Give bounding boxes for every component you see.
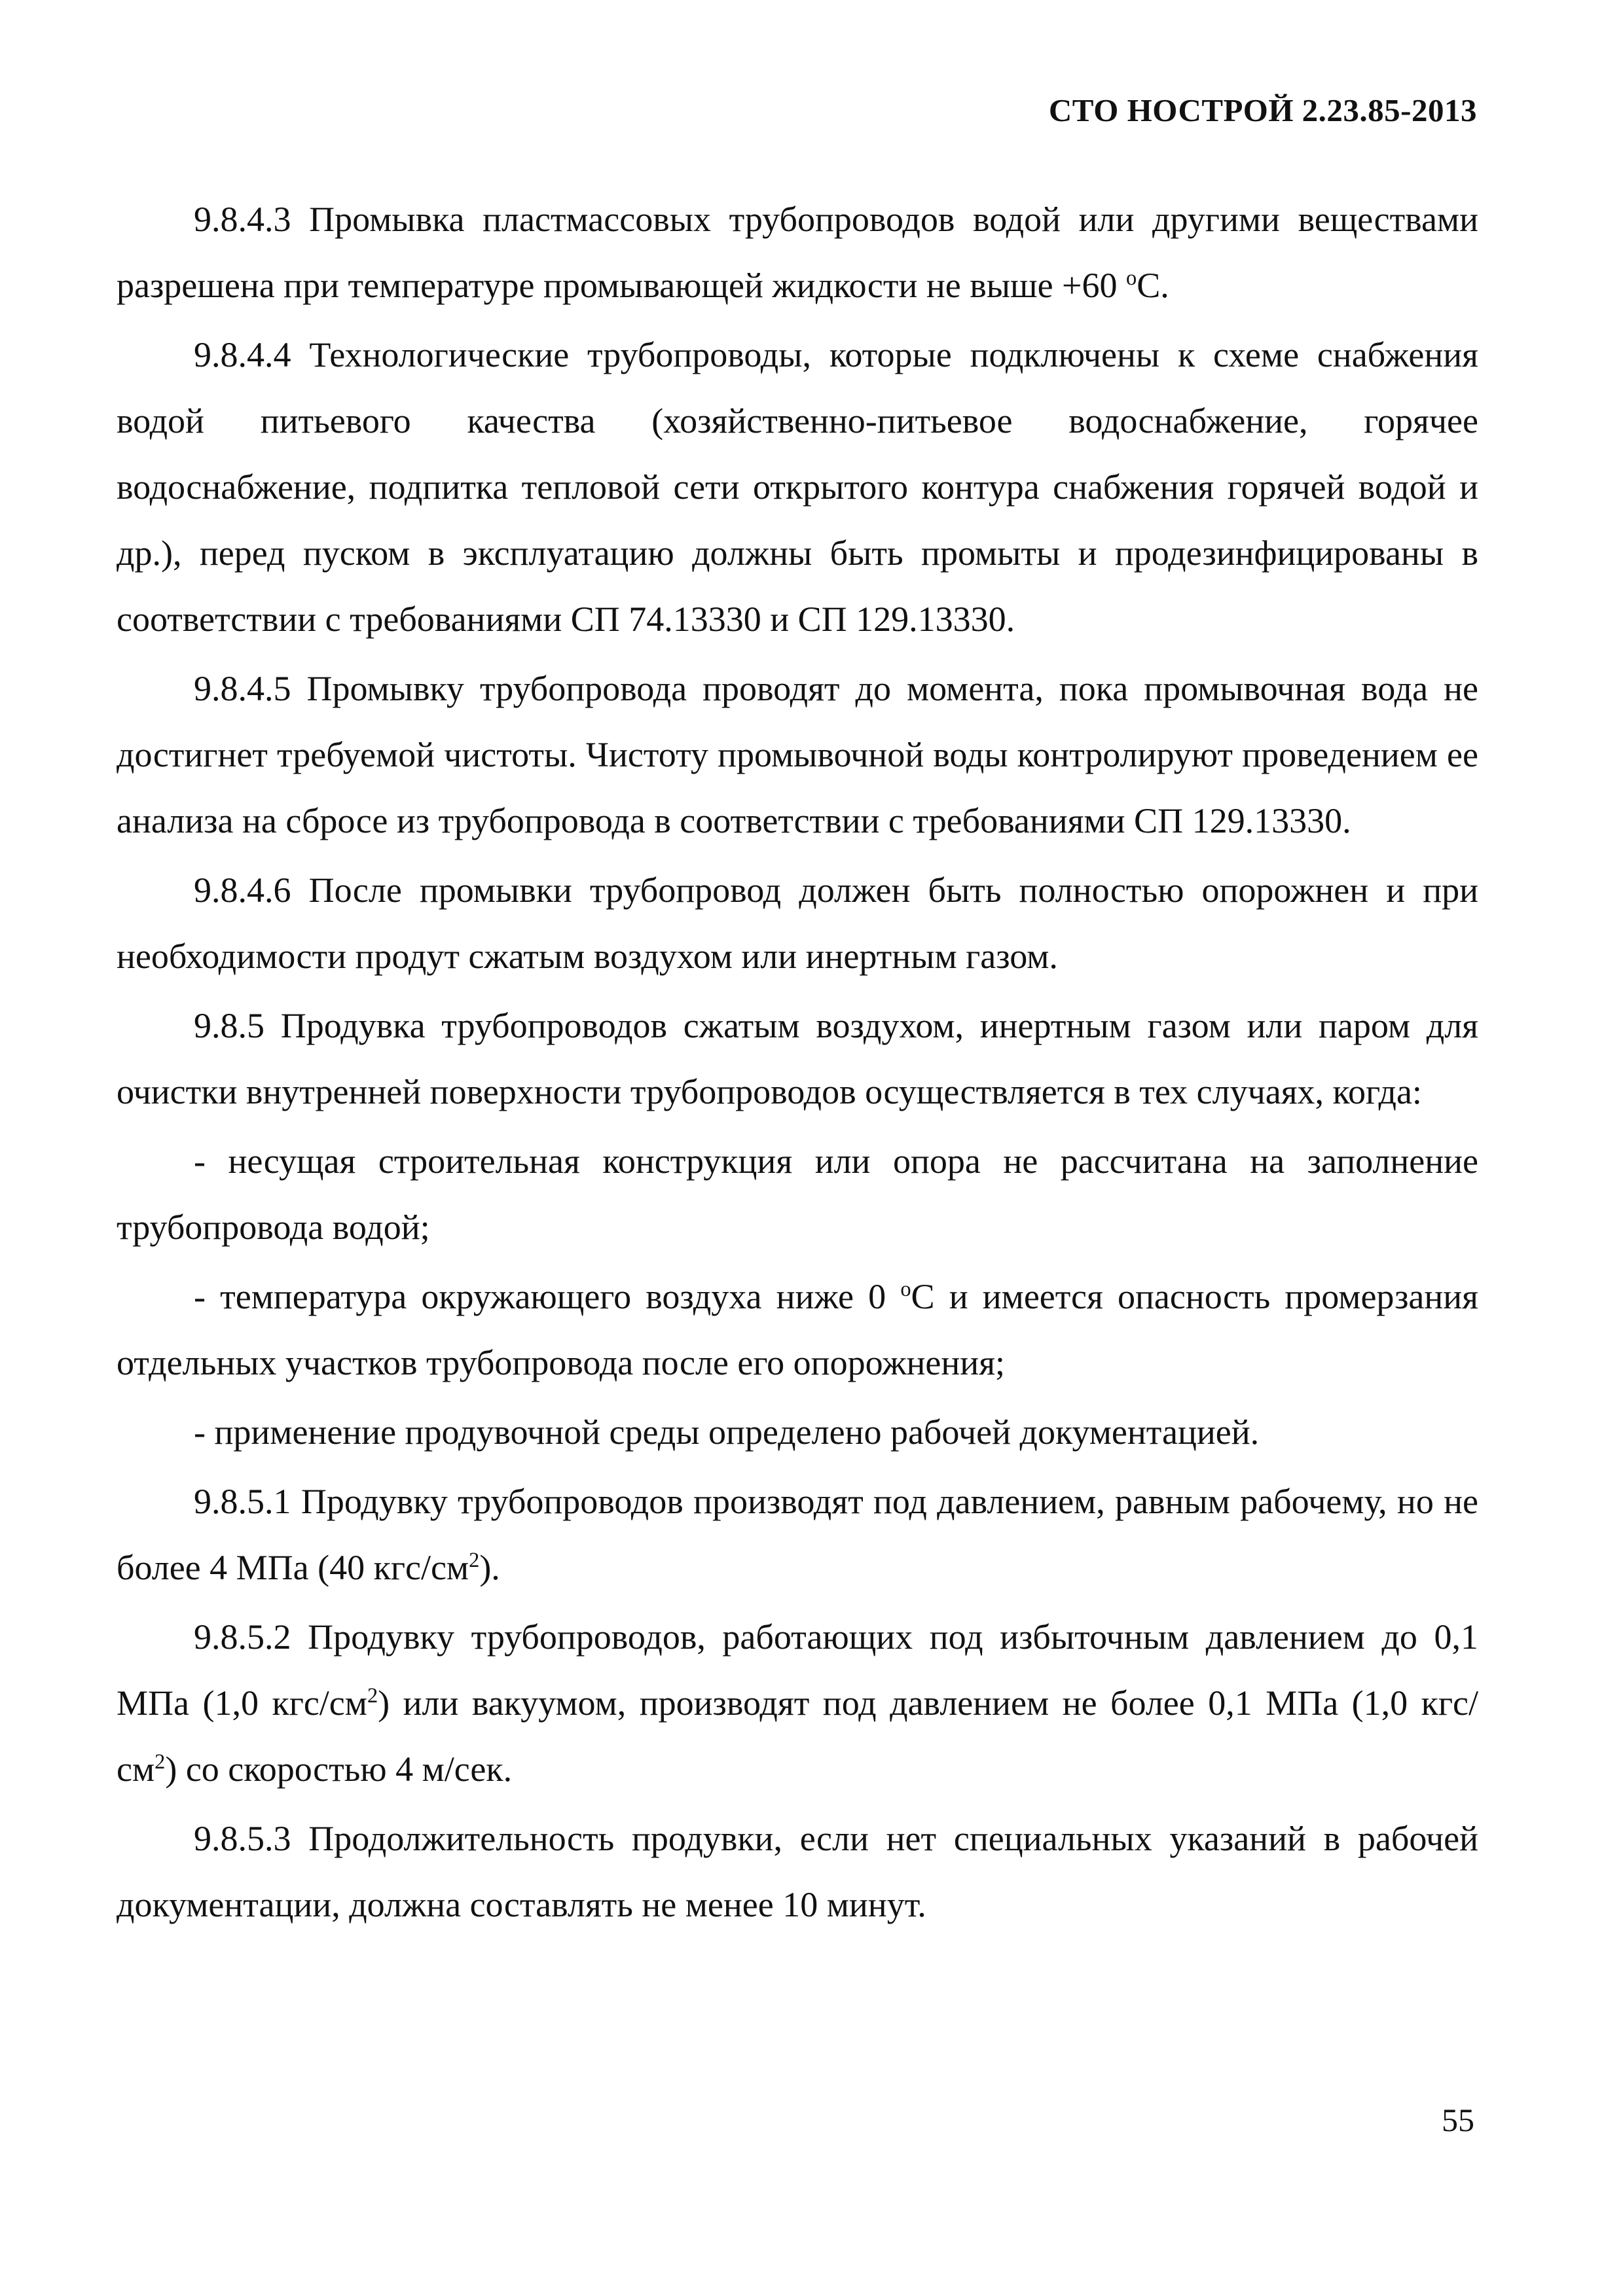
- document-body: [117, 187, 1478, 1938]
- list-item-text: - несущая строительная конструкция или опора не рассчитана на заполнение трубопровода водой;: [117, 1141, 1478, 1247]
- clause-number: 9.8.5.3: [194, 1819, 291, 1858]
- list-item-text: - температура окружающего воздуха ниже 0: [194, 1277, 901, 1316]
- clause-number: 9.8.4.4: [194, 335, 291, 374]
- list-item-text: - применение продувочной среды определено рабочей документацией.: [194, 1412, 1260, 1452]
- paragraph-text-end: С.: [1137, 266, 1169, 305]
- paragraph-text-part1: Продувку трубопроводов, работающих под избыточным давлением до 0,1 МПа (1,0 кгс/см: [117, 1617, 1478, 1723]
- paragraph-9-8-5-2: [117, 1604, 1478, 1803]
- paragraph-9-8-4-4: [117, 322, 1478, 653]
- superscript-2: 2: [155, 1750, 166, 1774]
- clause-number: 9.8.5.2: [194, 1617, 291, 1657]
- paragraph-9-8-5-1: [117, 1469, 1478, 1601]
- superscript-2: 2: [469, 1549, 480, 1572]
- paragraph-text: Продувку трубопроводов производят под давлением, равным рабочему, но не более 4 МПа (40 кгс/см: [117, 1482, 1479, 1587]
- paragraph-9-8-4-5: [117, 656, 1478, 854]
- paragraph-text: После промывки трубопровод должен быть полностью опорожнен и при необходимости продут сжатым воздухом или инертным газом.: [117, 870, 1478, 976]
- superscript-2: 2: [367, 1684, 378, 1708]
- standard-header: СТО НОСТРОЙ 2.23.85-2013: [1048, 92, 1477, 128]
- paragraph-9-8-4-3: [117, 187, 1478, 319]
- clause-number: 9.8.4.5: [194, 669, 291, 708]
- list-item-temperature: [117, 1264, 1478, 1396]
- clause-number: 9.8.5.1: [194, 1482, 291, 1521]
- paragraph-text-part3: ) со скоростью 4 м/сек.: [165, 1749, 513, 1789]
- list-item-load-bearing: [117, 1128, 1478, 1261]
- clause-number: 9.8.5: [194, 1006, 264, 1045]
- list-item-purge-medium: [117, 1399, 1478, 1465]
- list-item-text-end: С и имеется опасность промерзания отдельных участков трубопровода после его опорожнения;: [117, 1277, 1478, 1382]
- paragraph-text: Продувка трубопроводов сжатым воздухом, инертным газом или паром для очистки внутренней поверхности трубопроводов осуществляется в тех случаях, когда:: [117, 1006, 1478, 1111]
- paragraph-text: Технологические трубопроводы, которые подключены к схеме снабжения водой питьевого качества (хозяйственно-питьевое водоснабжение, горячее водоснабжение, подпитка тепловой сети открытого контура снабжения горячей водой и др.), перед пуском в эксплуатацию должны быть промыты и продезинфицированы в соответствии с требованиями СП 74.13330 и СП 129.13330.: [117, 335, 1479, 639]
- paragraph-text: Промывка пластмассовых трубопроводов водой или другими веществами разрешена при температуре промывающей жидкости не выше +60: [117, 200, 1479, 305]
- page-number: 55: [1442, 2102, 1474, 2138]
- paragraph-text: Продолжительность продувки, если нет специальных указаний в рабочей документации, должна составлять не менее 10 минут.: [117, 1819, 1478, 1924]
- paragraph-9-8-5: [117, 993, 1478, 1125]
- paragraph-9-8-4-6: [117, 857, 1478, 990]
- paragraph-text-part2: ) или вакуумом, производят под давлением не более 0,1 МПа (1,0 кгс/см: [117, 1683, 1478, 1789]
- degree-sign: о: [1126, 266, 1137, 290]
- paragraph-text: Промывку трубопровода проводят до момента, пока промывочная вода не достигнет требуемой чистоты. Чистоту промывочной воды контролируют проведением ее анализа на сбросе из трубопровода в соответствии с требованиями СП 129.13330.: [117, 669, 1478, 840]
- degree-sign: о: [900, 1278, 911, 1301]
- clause-number: 9.8.4.3: [194, 200, 291, 239]
- paragraph-9-8-5-3: [117, 1806, 1478, 1938]
- paragraph-text-end: ).: [479, 1548, 500, 1587]
- clause-number: 9.8.4.6: [194, 870, 291, 910]
